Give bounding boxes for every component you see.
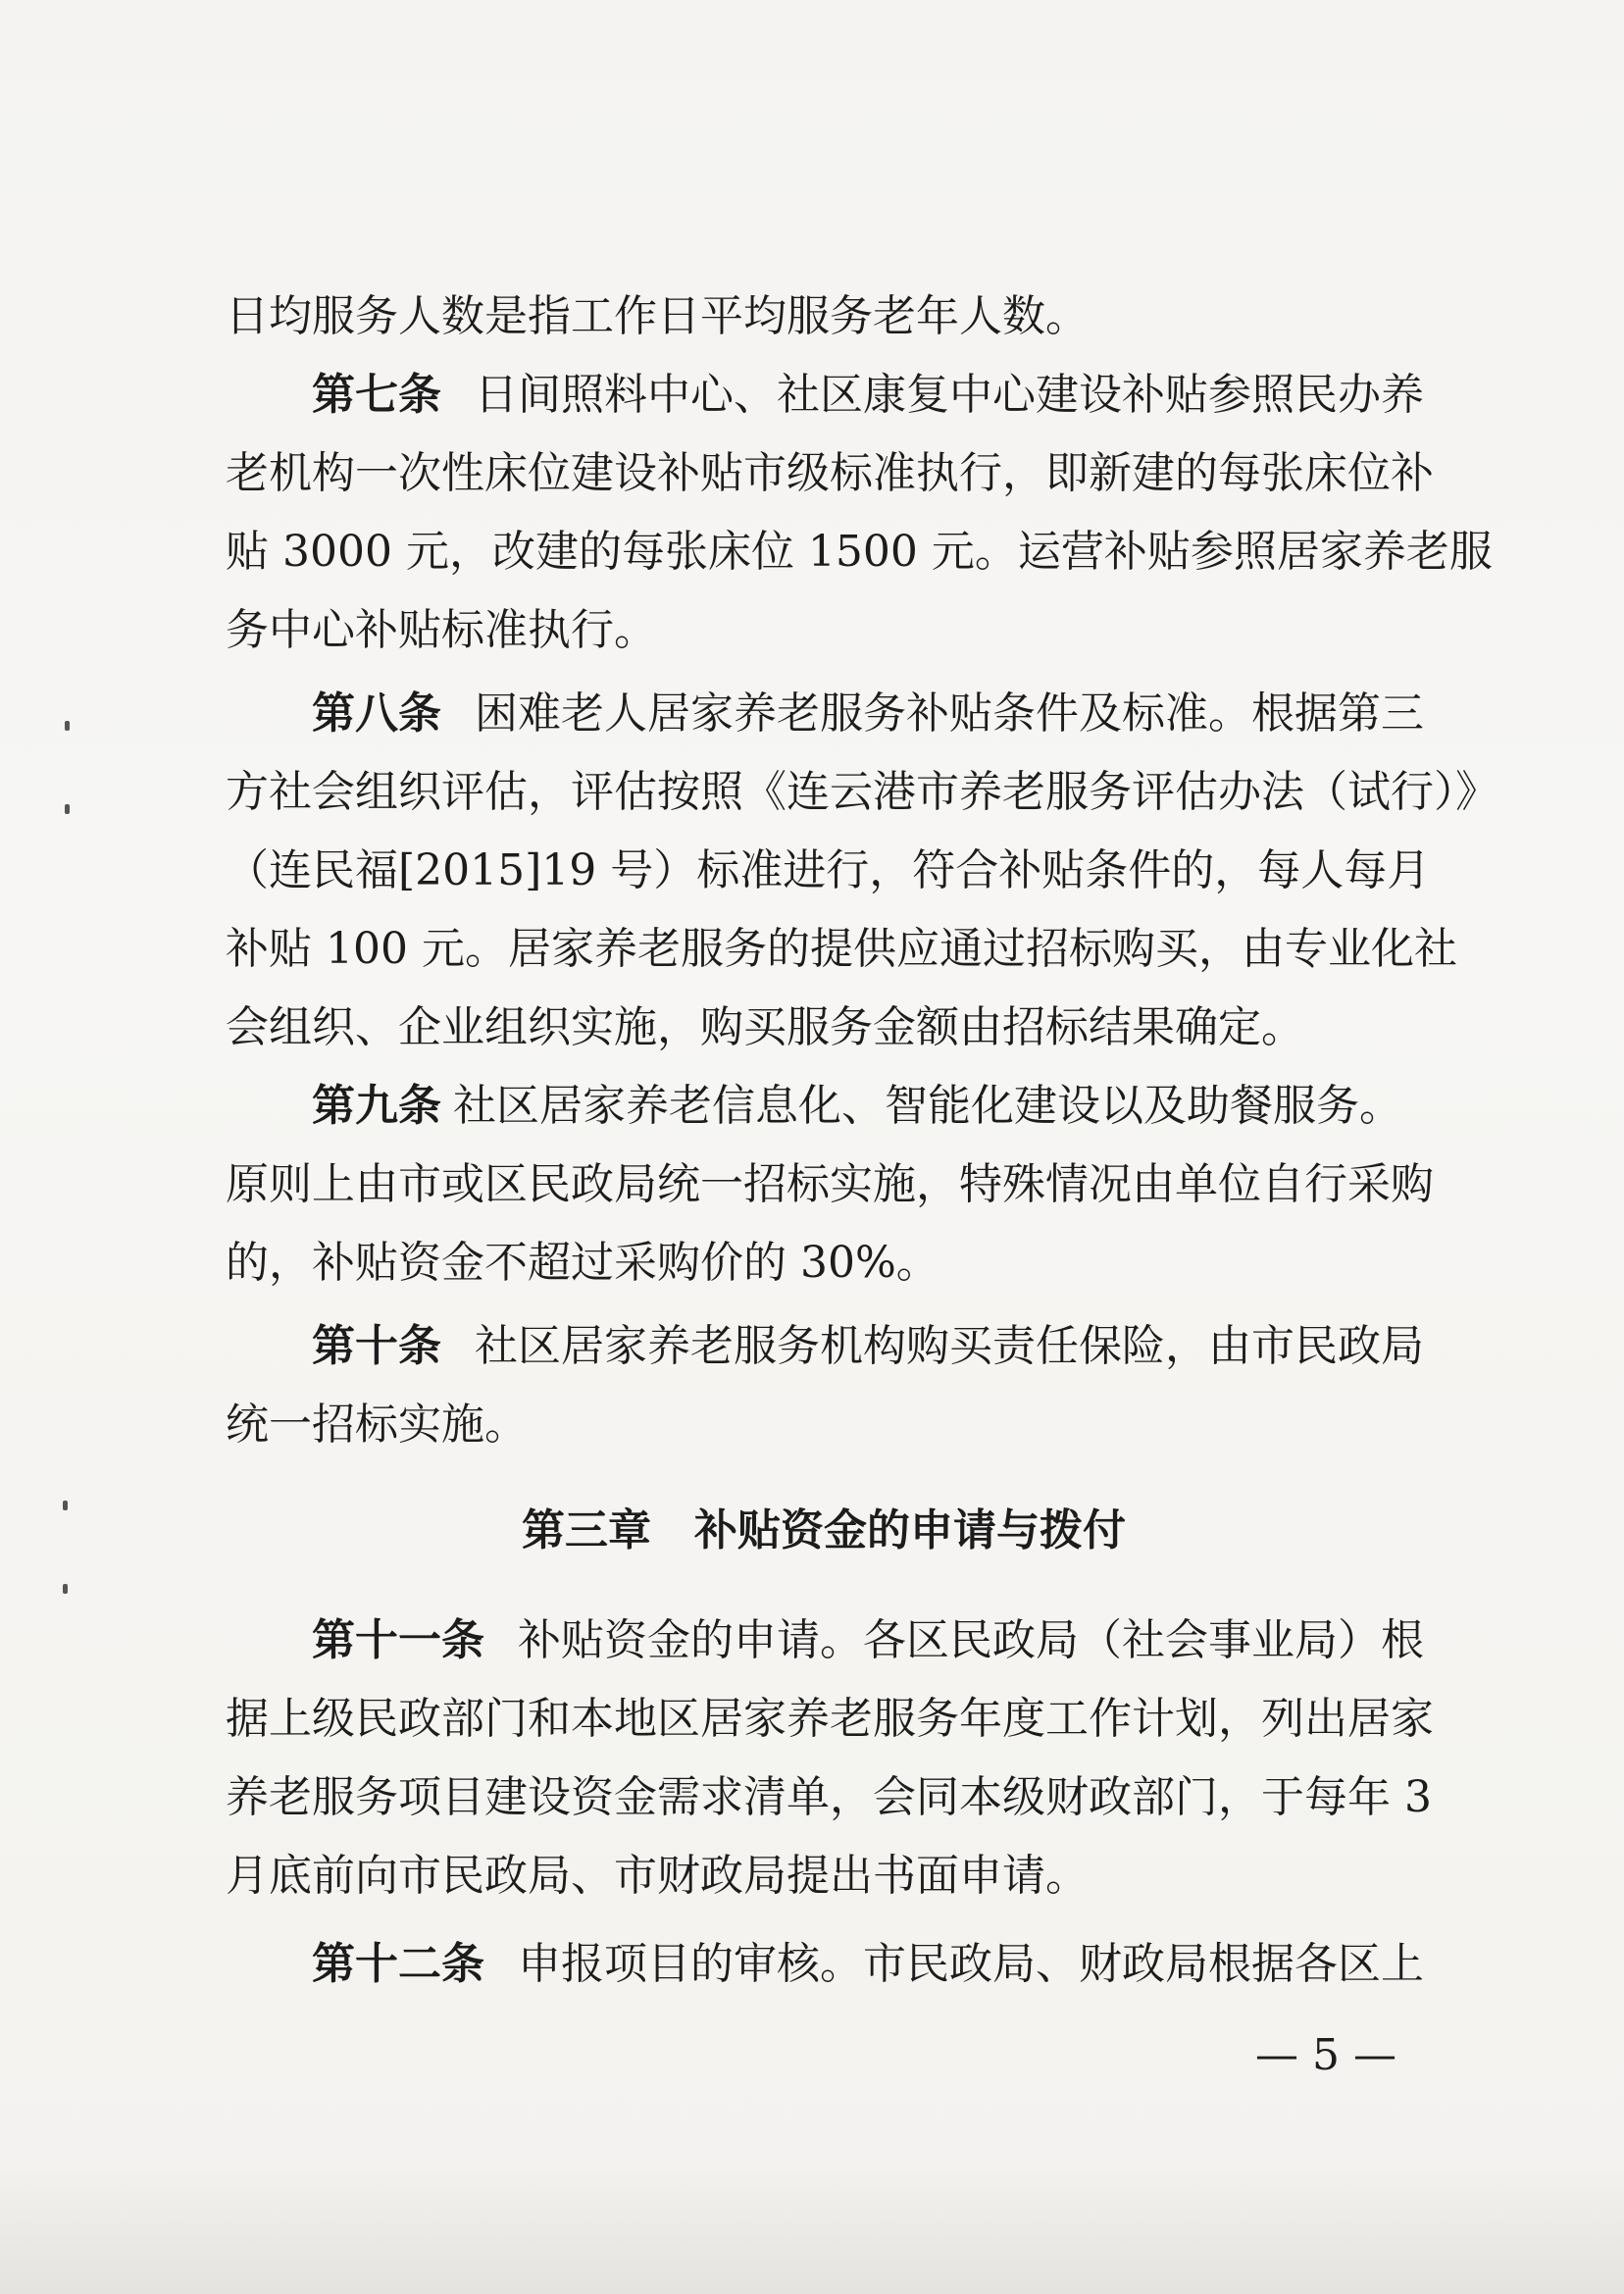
text-line: 的，补贴资金不超过采购价的 30%。 [226,1238,939,1288]
article-title: 第十二条 [312,1939,484,1989]
text-line: 老机构一次性床位建设补贴市级标准执行，即新建的每张床位补 [226,448,1434,498]
text-line: 困难老人居家养老服务补贴条件及标准。根据第三 [475,688,1424,739]
article-title: 第八条 [312,688,441,739]
text-line: 贴 3000 元，改建的每张床位 1500 元。运营补贴参照居家养老服 [226,527,1493,577]
article-12 [312,1930,1424,1999]
text-line: 据上级民政部门和本地区居家养老服务年度工作计划，列出居家 [226,1694,1434,1744]
article-title: 第十条 [312,1321,441,1371]
article-10 [312,1312,1424,1381]
text-line: 原则上由市或区民政局统一招标实施，特殊情况由单位自行采购 [226,1159,1434,1209]
article-title: 第十一条 [312,1615,484,1665]
text-line: 方社会组织评估，评估按照《连云港市养老服务评估办法（试行）》 [226,767,1498,817]
page-number: — 5 — [1255,2030,1396,2080]
text-line: 社区居家养老信息化、智能化建设以及助餐服务。 [453,1081,1402,1131]
text-line: 月底前向市民政局、市财政局提出书面申请。 [226,1851,1089,1901]
article-title: 第七条 [312,370,441,420]
text-line: 会组织、企业组织实施，购买服务金额由招标结果确定。 [226,1002,1304,1052]
article-title: 第九条 [312,1081,441,1131]
article-7 [312,361,1424,430]
text-line: （连民福[2015]19 号）标准进行，符合补贴条件的，每人每月 [226,845,1431,895]
text-line: 务中心补贴标准执行。 [226,605,657,655]
text-line: 申报项目的审核。市民政局、财政局根据各区上 [518,1939,1424,1989]
scan-speck [65,804,70,814]
text-line: 日间照料中心、社区康复中心建设补贴参照民办养 [475,370,1424,420]
text-line: 日均服务人数是指工作日平均服务老年人数。 [226,291,1089,341]
scan-speck [63,1584,68,1594]
text-line: 统一招标实施。 [226,1400,528,1450]
scan-shadow [0,2158,1624,2294]
article-8 [312,680,1424,748]
chapter-heading: 第三章 补贴资金的申请与拨付 [522,1505,1126,1555]
text-line: 养老服务项目建设资金需求清单，会同本级财政部门，于每年 3 [226,1772,1432,1822]
scan-speck [63,1501,68,1510]
text-line: 补贴资金的申请。各区民政局（社会事业局）根 [518,1615,1424,1665]
text-line: 社区居家养老服务机构购买责任保险，由市民政局 [475,1321,1424,1371]
scan-speck [65,721,70,731]
article-11 [312,1606,1424,1675]
text-line: 补贴 100 元。居家养老服务的提供应通过招标购买，由专业化社 [226,924,1457,974]
article-9 [312,1072,1402,1141]
